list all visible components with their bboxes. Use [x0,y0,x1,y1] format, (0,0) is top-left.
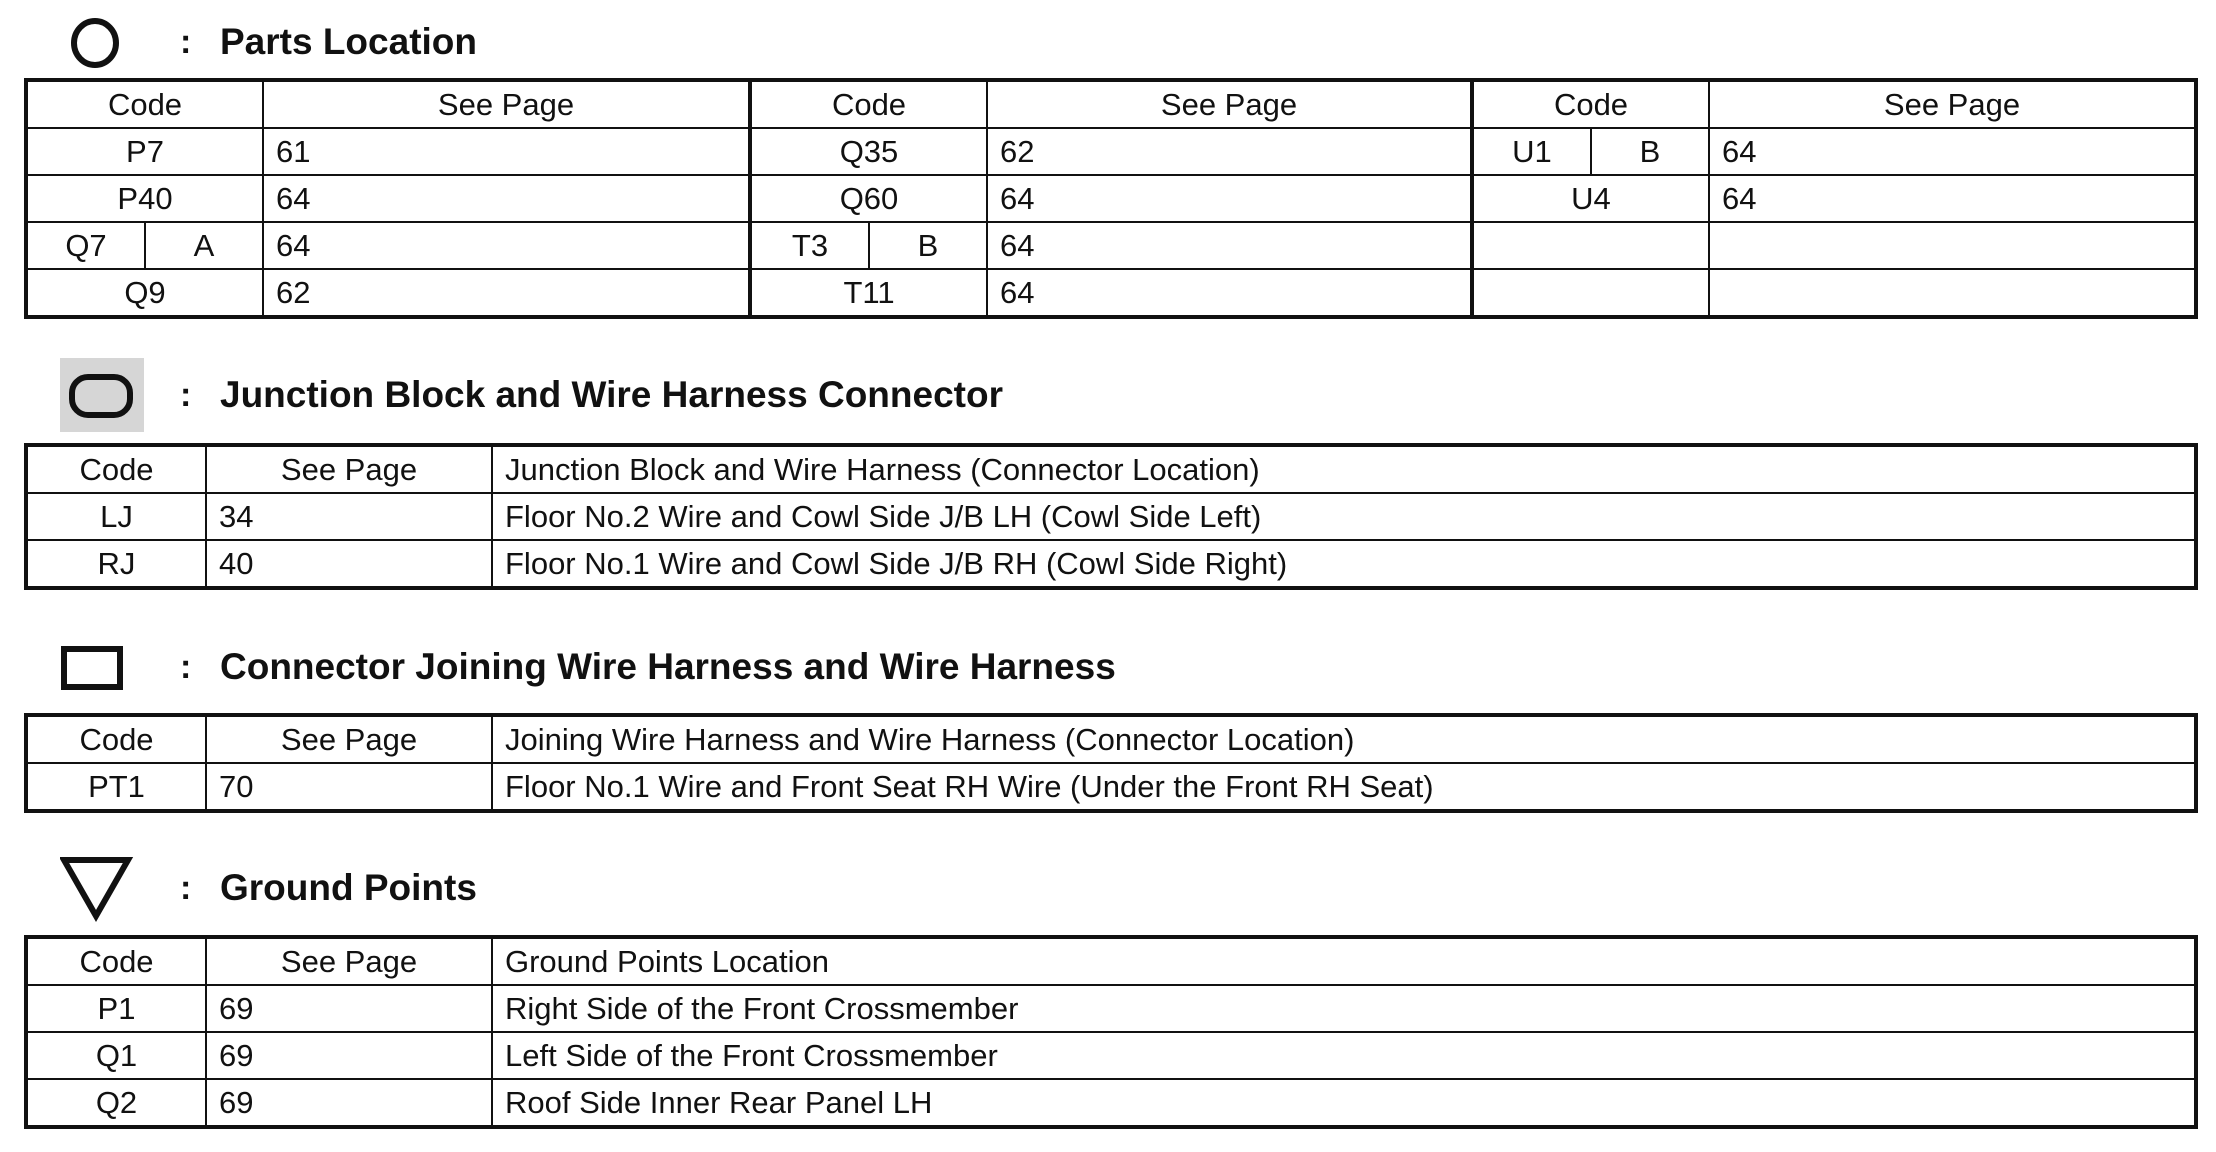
row-page: 69 [206,1079,492,1127]
part-code: Q60 [750,175,987,222]
row-location: Roof Side Inner Rear Panel LH [492,1079,2196,1127]
col-header-see-page: See Page [206,937,492,985]
section-title: Ground Points [220,867,477,908]
col-header-location: Ground Points Location [492,937,2196,985]
part-sub: A [193,228,215,263]
connector-joining-header [60,627,1460,707]
junction-block-header [60,355,1260,435]
part-code-split [1472,128,1709,175]
part-page [1709,269,2196,317]
row-page: 69 [206,985,492,1032]
part-code: Q7 [28,223,146,268]
table-row [26,1079,2196,1127]
header-colon: : [180,376,192,414]
table-row [26,540,2196,588]
table-row [26,128,2196,175]
table-row [26,985,2196,1032]
part-sub: B [1639,134,1661,169]
table-row [26,175,2196,222]
part-page: 64 [987,269,1472,317]
rounded-rect-icon [60,355,144,435]
col-header-code: Code [26,937,206,985]
col-header-location: Junction Block and Wire Harness (Connector Location) [492,445,2196,493]
connector-joining-table [24,713,2198,813]
part-code: T3 [752,223,870,268]
section-title: Connector Joining Wire Harness and Wire Harness [220,646,1116,687]
part-code [1472,269,1709,317]
row-page: 40 [206,540,492,588]
row-location: Floor No.2 Wire and Cowl Side J/B LH (Cowl Side Left) [492,493,2196,540]
row-page: 69 [206,1032,492,1079]
section-title: Parts Location [220,21,477,62]
table-row [26,493,2196,540]
part-code: T11 [750,269,987,317]
col-header-see-page: See Page [1709,80,2196,128]
part-code-split [26,222,263,269]
row-location: Right Side of the Front Crossmember [492,985,2196,1032]
part-sub: B [917,228,939,263]
table-header-row [26,80,2196,128]
part-page: 61 [263,128,750,175]
part-code [1472,222,1709,269]
row-code: P1 [26,985,206,1032]
row-page: 34 [206,493,492,540]
part-code: U4 [1472,175,1709,222]
row-page: 70 [206,763,492,811]
ground-points-header [60,848,960,928]
circle-icon [60,2,120,82]
row-code: PT1 [26,763,206,811]
parts-location-header [60,2,960,82]
part-code: Q35 [750,128,987,175]
col-header-see-page: See Page [987,80,1472,128]
triangle-down-icon [60,848,140,928]
part-code: Q9 [26,269,263,317]
part-page: 64 [1709,128,2196,175]
col-header-code: Code [1472,80,1709,128]
table-header-row [26,715,2196,763]
row-code: LJ [26,493,206,540]
header-colon: : [180,869,192,907]
col-header-location: Joining Wire Harness and Wire Harness (Connector Location) [492,715,2196,763]
table-header-row [26,937,2196,985]
table-row [26,222,2196,269]
col-header-code: Code [26,445,206,493]
col-header-see-page: See Page [206,445,492,493]
table-row [26,1032,2196,1079]
row-location: Left Side of the Front Crossmember [492,1032,2196,1079]
section-title: Junction Block and Wire Harness Connector [220,374,1003,415]
part-page: 64 [987,175,1472,222]
part-code-split [750,222,987,269]
col-header-see-page: See Page [206,715,492,763]
parts-location-table [24,78,2198,319]
header-colon: : [180,23,192,61]
part-page: 62 [987,128,1472,175]
square-icon [60,627,130,707]
row-location: Floor No.1 Wire and Cowl Side J/B RH (Cowl Side Right) [492,540,2196,588]
col-header-code: Code [26,80,263,128]
part-page [1709,222,2196,269]
col-header-code: Code [750,80,987,128]
part-page: 64 [263,222,750,269]
part-page: 64 [263,175,750,222]
row-code: Q2 [26,1079,206,1127]
part-page: 64 [1709,175,2196,222]
junction-block-table [24,443,2198,590]
table-row [26,763,2196,811]
part-page: 62 [263,269,750,317]
ground-points-table [24,935,2198,1129]
row-code: Q1 [26,1032,206,1079]
header-colon: : [180,648,192,686]
col-header-code: Code [26,715,206,763]
row-code: RJ [26,540,206,588]
part-page: 64 [987,222,1472,269]
part-code: P7 [26,128,263,175]
table-header-row [26,445,2196,493]
col-header-see-page: See Page [263,80,750,128]
part-code: P40 [26,175,263,222]
part-code: U1 [1474,129,1592,174]
row-location: Floor No.1 Wire and Front Seat RH Wire (Under the Front RH Seat) [492,763,2196,811]
table-row [26,269,2196,317]
